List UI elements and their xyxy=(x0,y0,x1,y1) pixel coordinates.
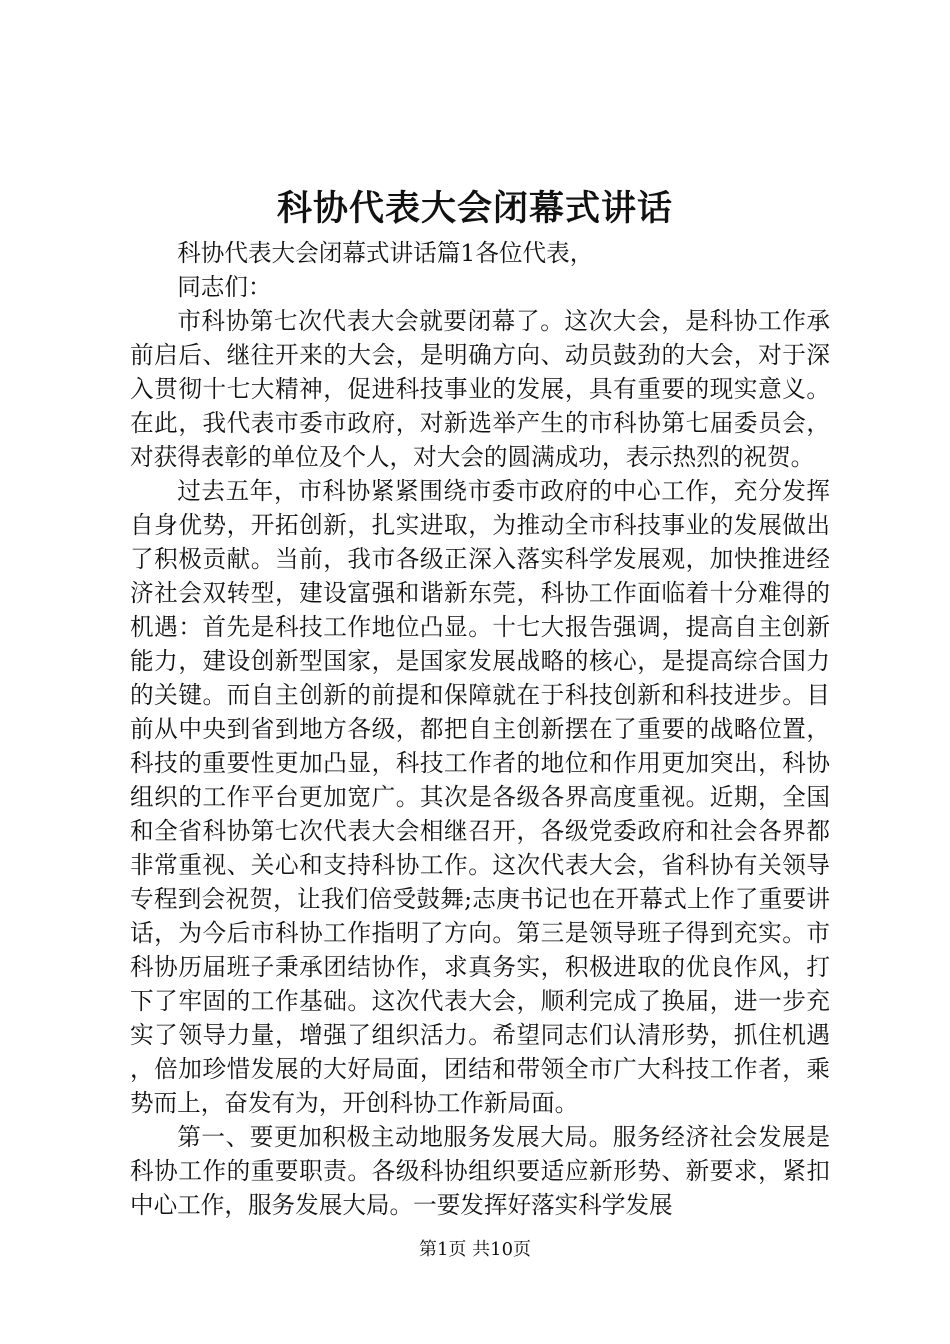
document-body xyxy=(130,236,830,1222)
paragraph-4: 过去五年，市科协紧紧围绕市委市政府的中心工作，充分发挥自身优势，开拓创新，扎实进取，为推动全市科技事业的发展做出了积极贡献。当前，我市各级正深入落实科学发展观，加快推进经济社会双转型，建设富强和谐新东莞，科协工作面临着十分难得的机遇：首先是科技工作地位凸显。十七大报告强调，提高自主创新能力，建设创新型国家，是国家发展战略的核心，是提高综合国力的关键。而自主创新的前提和保障就在于科技创新和科技进步。目前从中央到省到地方各级，都把自主创新摆在了重要的战略位置，科技的重要性更加凸显，科技工作者的地位和作用更加突出，科协组织的工作平台更加宽广。其次是各级各界高度重视。近期，全国和全省科协第七次代表大会相继召开，各级党委政府和社会各界都非常重视、关心和支持科协工作。这次代表大会，省科协有关领导专程到会祝贺，让我们倍受鼓舞;志庚书记也在开幕式上作了重要讲话，为今后市科协工作指明了方向。第三是领导班子得到充实。市科协历届班子秉承团结协作，求真务实，积极进取的优良作风，打下了牢固的工作基础。这次代表大会，顺利完成了换届，进一步充实了领导力量，增强了组织活力。希望同志们认清形势，抓住机遇，倍加珍惜发展的大好局面，团结和带领全市广大科技工作者，乘势而上，奋发有为，开创科协工作新局面。 xyxy=(130,477,830,1117)
paragraph-5: 第一、要更加积极主动地服务发展大局。服务经济社会发展是科协工作的重要职责。各级科协组织要适应新形势、新要求，紧扣中心工作，服务发展大局。一要发挥好落实科学发展 xyxy=(130,1123,830,1219)
paragraph-1: 科协代表大会闭幕式讲话篇1各位代表， xyxy=(177,239,594,267)
document-title: 科协代表大会闭幕式讲话 xyxy=(276,188,673,229)
page-footer: 第1页 共10页 xyxy=(418,1239,532,1260)
paragraph-2: 同志们： xyxy=(177,273,272,301)
paragraph-3: 市科协第七次代表大会就要闭幕了。这次大会，是科协工作承前启后、继往开来的大会，是明确方向、动员鼓劲的大会，对于深入贯彻十七大精神，促进科技事业的发展，具有重要的现实意义。在此，我代表市委市政府，对新选举产生的市科协第七届委员会，对获得表彰的单位及个人，对大会的圆满成功，表示热烈的祝贺。 xyxy=(130,307,830,471)
